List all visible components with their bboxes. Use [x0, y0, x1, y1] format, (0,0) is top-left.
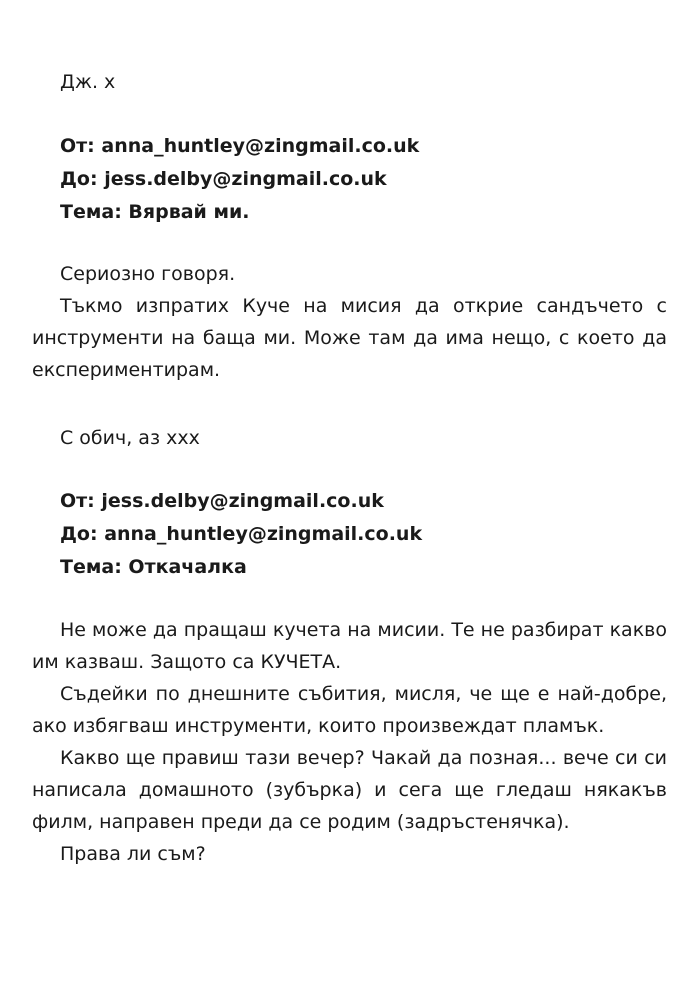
email2-to-header: До: jess.delby@zingmail.co.uk [60, 168, 387, 190]
email3-to-header: До: anna_huntley@zingmail.co.uk [60, 523, 423, 545]
email3-from-header: От: jess.delby@zingmail.co.uk [60, 490, 384, 512]
email2-paragraph: Сериозно говоря. [60, 263, 236, 285]
email3-paragraph: Какво ще правиш тази вечер? Чакай да позная... вече си си написала домашното (зубърка) и сега ще гледаш някакъв филм, направен преди да се родим (задръстенячка). [32, 747, 667, 833]
email3-paragraph: Права ли съм? [60, 843, 206, 865]
email3-subject-header: Тема: Откачалка [60, 556, 247, 578]
email2-from-header: От: anna_huntley@zingmail.co.uk [60, 135, 420, 157]
email2-subject-header: Тема: Вярвай ми. [60, 201, 250, 223]
email2-body [32, 258, 667, 386]
email3-paragraph: Съдейки по днешните събития, мисля, че ще е най-добре, ако избягваш инструменти, които произвеждат пламък. [32, 683, 667, 737]
email3-paragraph: Не може да пращаш кучета на мисии. Те не разбират какво им казваш. Защото са КУЧЕТА. [32, 619, 667, 673]
email3-body [32, 614, 667, 870]
email2-signoff: С обич, аз ххх [60, 427, 200, 449]
email2-paragraph: Тъкмо изпратих Куче на мисия да открие сандъчето с инструменти на баща ми. Може там да има нещо, с което да експериментирам. [32, 295, 667, 381]
email1-signoff: Дж. х [60, 71, 116, 93]
